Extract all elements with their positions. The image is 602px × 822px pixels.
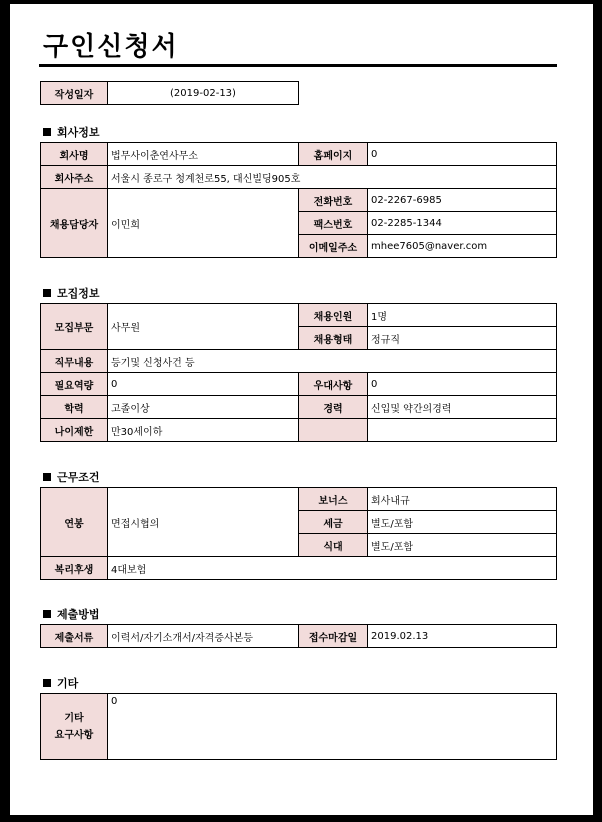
type-value: 정규직 bbox=[368, 327, 557, 350]
page-title: 구인신청서 bbox=[43, 32, 179, 62]
age-label: 나이제한 bbox=[41, 419, 108, 442]
date-label: 작성일자 bbox=[41, 82, 108, 105]
duty-label: 직무내용 bbox=[41, 350, 108, 373]
salary-value: 면접시협의 bbox=[108, 488, 299, 557]
bonus-label: 보너스 bbox=[299, 488, 368, 511]
section-company bbox=[43, 124, 100, 140]
tax-value: 별도/포함 bbox=[368, 511, 557, 534]
section-submit-title: 제출방법 bbox=[57, 608, 100, 621]
docs-label: 제출서류 bbox=[41, 625, 108, 648]
empty-label-cell bbox=[299, 419, 368, 442]
section-company-title: 회사정보 bbox=[57, 126, 100, 139]
meal-value: 별도/포함 bbox=[368, 534, 557, 557]
duty-value: 등기및 신청사건 등 bbox=[108, 350, 557, 373]
welfare-label: 복리후생 bbox=[41, 557, 108, 580]
company-table bbox=[40, 142, 557, 258]
manager-value: 이민희 bbox=[108, 189, 299, 258]
ability-label: 필요역량 bbox=[41, 373, 108, 396]
count-label: 채용인원 bbox=[299, 304, 368, 327]
dept-value: 사무원 bbox=[108, 304, 299, 350]
date-table bbox=[40, 81, 299, 105]
etc-label-line2: 요구사항 bbox=[54, 729, 94, 741]
section-bullet-icon bbox=[43, 679, 51, 687]
section-submit bbox=[43, 606, 100, 622]
document-page bbox=[10, 4, 593, 815]
salary-label: 연봉 bbox=[41, 488, 108, 557]
age-value: 만30세이하 bbox=[108, 419, 299, 442]
type-label: 채용형태 bbox=[299, 327, 368, 350]
welfare-value: 4대보험 bbox=[108, 557, 557, 580]
submit-table bbox=[40, 624, 557, 648]
meal-label: 식대 bbox=[299, 534, 368, 557]
section-bullet-icon bbox=[43, 128, 51, 136]
dept-label: 모집부문 bbox=[41, 304, 108, 350]
empty-value-cell bbox=[368, 419, 557, 442]
bonus-value: 회사내규 bbox=[368, 488, 557, 511]
pref-label: 우대사항 bbox=[299, 373, 368, 396]
etc-label-line1: 기타 bbox=[64, 712, 84, 724]
section-work bbox=[43, 469, 100, 485]
career-label: 경력 bbox=[299, 396, 368, 419]
ability-value: 0 bbox=[108, 373, 299, 396]
career-value: 신입및 약간의경력 bbox=[368, 396, 557, 419]
fax-value: 02-2285-1344 bbox=[368, 212, 557, 235]
etc-label bbox=[41, 694, 108, 760]
section-recruit bbox=[43, 285, 100, 301]
etc-value: 0 bbox=[108, 694, 557, 760]
company-name-value: 법무사이춘연사무소 bbox=[108, 143, 299, 166]
address-value: 서울시 종로구 청계천로55, 대신빌딩905호 bbox=[108, 166, 557, 189]
homepage-value: 0 bbox=[368, 143, 557, 166]
section-bullet-icon bbox=[43, 473, 51, 481]
section-work-title: 근무조건 bbox=[57, 471, 100, 484]
recruit-table bbox=[40, 303, 557, 442]
count-value: 1명 bbox=[368, 304, 557, 327]
docs-value: 이력서/자기소개서/자격증사본등 bbox=[108, 625, 299, 648]
section-bullet-icon bbox=[43, 610, 51, 618]
phone-value: 02-2267-6985 bbox=[368, 189, 557, 212]
section-bullet-icon bbox=[43, 289, 51, 297]
edu-value: 고졸이상 bbox=[108, 396, 299, 419]
email-label: 이메일주소 bbox=[299, 235, 368, 258]
edu-label: 학력 bbox=[41, 396, 108, 419]
work-table bbox=[40, 487, 557, 580]
tax-label: 세금 bbox=[299, 511, 368, 534]
email-value: mhee7605@naver.com bbox=[368, 235, 557, 258]
section-etc-title: 기타 bbox=[57, 677, 79, 690]
date-value: (2019-02-13) bbox=[108, 82, 299, 105]
address-label: 회사주소 bbox=[41, 166, 108, 189]
title-divider bbox=[39, 64, 557, 67]
section-recruit-title: 모집정보 bbox=[57, 287, 100, 300]
deadline-label: 접수마감일 bbox=[299, 625, 368, 648]
etc-table bbox=[40, 693, 557, 760]
deadline-value: 2019.02.13 bbox=[368, 625, 557, 648]
section-etc bbox=[43, 675, 78, 691]
company-name-label: 회사명 bbox=[41, 143, 108, 166]
phone-label: 전화번호 bbox=[299, 189, 368, 212]
fax-label: 팩스번호 bbox=[299, 212, 368, 235]
pref-value: 0 bbox=[368, 373, 557, 396]
homepage-label: 홈페이지 bbox=[299, 143, 368, 166]
manager-label: 채용담당자 bbox=[41, 189, 108, 258]
